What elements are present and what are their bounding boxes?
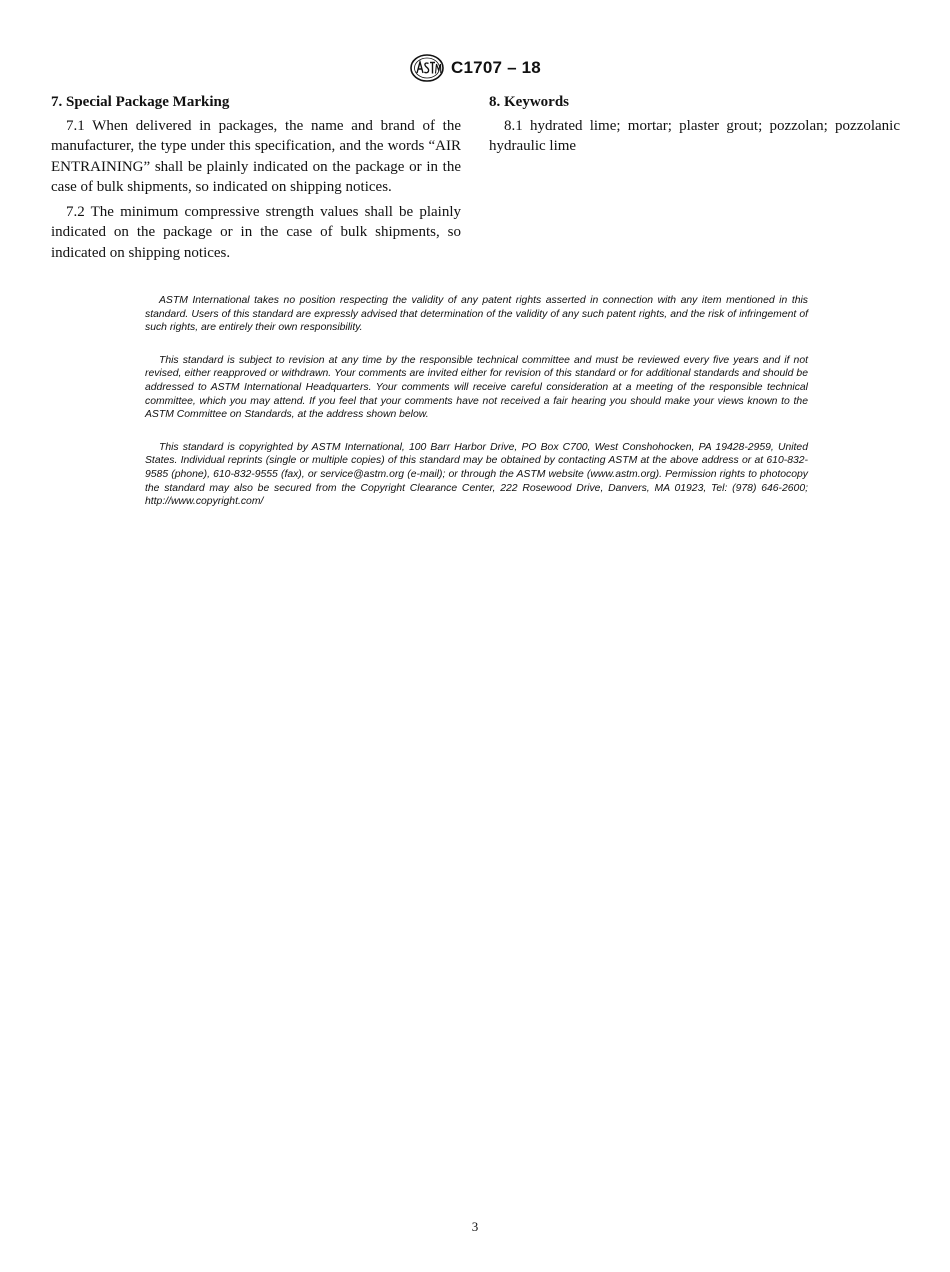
revision-notice: This standard is subject to revision at any time by the responsible technical committee and must be reviewed every five years and if not revised, either reapproved or withdrawn. Your comments are invited either for revision of this standard or for additional standards and should be addressed to ASTM International Headquarters. Your comments will receive careful consideration at a meeting of the responsible technical committee, which you may attend. If you feel that your comments have not received a fair hearing you should make your views known to the ASTM Committee on Standards, at the address shown below. xyxy=(145,354,808,421)
astm-logo-icon xyxy=(409,53,445,83)
document-designation: C1707 – 18 xyxy=(451,58,541,77)
paragraph-7-2: 7.2 The minimum compressive strength values shall be plainly indicated on the package or in the case of bulk shipments, so indicated on shipping notices. xyxy=(51,204,461,261)
patent-notice: ASTM International takes no position respecting the validity of any patent rights asserted in connection with any item mentioned in this standard. Users of this standard are expressly advised that determination of the validity of any such patent rights, and the risk of infringement of such rights, are entirely their own responsibility. xyxy=(145,295,808,334)
section-special-package-marking xyxy=(51,92,461,268)
copyright-notice: This standard is copyrighted by ASTM International, 100 Barr Harbor Drive, PO Box C700, West Conshohocken, PA 19428-2959, United States. Individual reprints (single or multiple copies) of this standard may be obtained by contacting ASTM at the above address or at 610-832-9585 (phone), 610-832-9555 (fax), or service@astm.org (e-mail); or through the ASTM website (www.astm.org). Permission rights to photocopy the standard may also be secured from the Copyright Clearance Center, 222 Rosewood Drive, Danvers, MA 01923, Tel: (978) 646-2600; http://www.copyright.com/ xyxy=(145,441,808,508)
section-title: 7. Special Package Marking xyxy=(51,94,230,110)
paragraph-7-1: 7.1 When delivered in packages, the name and brand of the manufacturer, the type under this specification, and the words “AIR ENTRAINING” shall be plainly indicated on the package or in the case of bulk shipments, so indicated on shipping notices. xyxy=(51,118,461,195)
section-keywords xyxy=(489,92,900,162)
section-title: 8. Keywords xyxy=(489,94,569,110)
legal-notices xyxy=(145,294,808,528)
page-header xyxy=(0,50,950,86)
paragraph-8-1: 8.1 hydrated lime; mortar; plaster grout; pozzolan; pozzolanic hydraulic lime xyxy=(489,118,900,155)
page-number: 3 xyxy=(471,1219,479,1234)
